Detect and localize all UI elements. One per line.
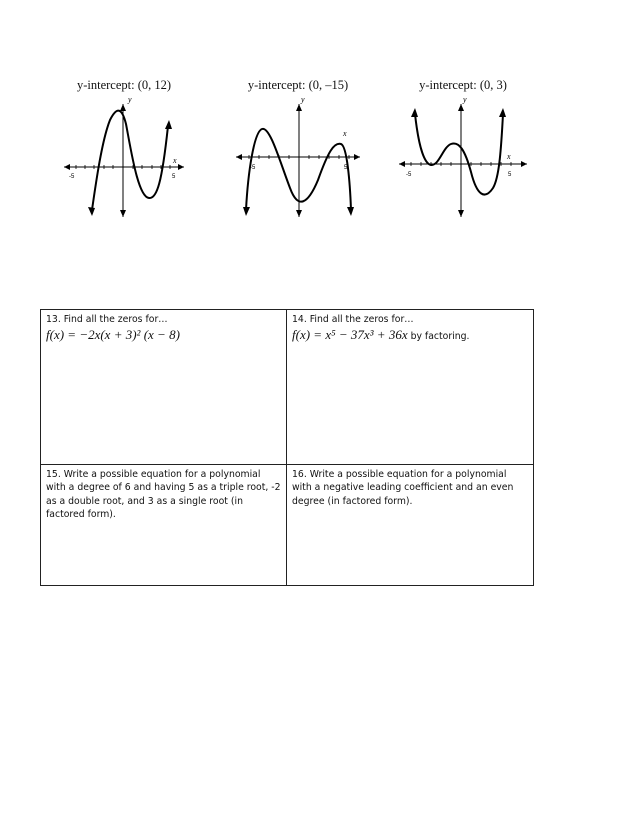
graph-2-x-label: x bbox=[343, 129, 347, 138]
problem-13-label: 13. Find all the zeros for… bbox=[46, 314, 168, 325]
graph-2-y-label: y bbox=[301, 95, 305, 104]
graph-1-tick-neg: -5 bbox=[69, 174, 75, 180]
problem-14[interactable] bbox=[287, 310, 533, 465]
graph-1-y-label: y bbox=[128, 95, 132, 104]
graph-2-title: y-intercept: (0, –15) bbox=[247, 78, 349, 92]
problem-13[interactable] bbox=[41, 310, 287, 465]
graph-3-x-label: x bbox=[507, 152, 511, 161]
graph-1 bbox=[54, 78, 194, 228]
graph-3-tick-neg: -5 bbox=[406, 172, 412, 178]
graph-1-tick-pos: 5 bbox=[172, 174, 176, 180]
problem-16[interactable] bbox=[287, 465, 533, 585]
problem-14-suffix: by factoring. bbox=[410, 331, 470, 343]
graph-1-title: y-intercept: (0, 12) bbox=[76, 78, 172, 92]
graph-3-tick-pos: 5 bbox=[508, 172, 512, 178]
graph-3-y-label: y bbox=[463, 95, 467, 104]
graph-2-tick-pos: 5 bbox=[344, 165, 348, 171]
graph-3-title: y-intercept: (0, 3) bbox=[419, 78, 507, 92]
problem-15[interactable] bbox=[41, 465, 287, 585]
graph-1-x-label: x bbox=[173, 156, 177, 165]
graph-3-plot bbox=[393, 92, 533, 228]
graph-2-tick-neg: -5 bbox=[250, 165, 256, 171]
problem-16-text: 16. Write a possible equation for a polynomial with a negative leading coefficient and an even degree (in factored form). bbox=[292, 469, 514, 507]
problem-13-equation: f(x) = −2x(x + 3)² (x − 8) bbox=[46, 327, 180, 343]
problem-15-text: 15. Write a possible equation for a polynomial with a degree of 6 and having 5 as a triple root, -2 as a double root, and 3 as a single root (in factored form). bbox=[46, 469, 281, 521]
graph-3 bbox=[393, 78, 533, 228]
graph-2 bbox=[228, 78, 368, 228]
problem-table bbox=[40, 309, 534, 586]
graph-2-plot bbox=[228, 92, 368, 228]
graph-1-plot bbox=[54, 92, 194, 228]
problem-14-label: 14. Find all the zeros for… bbox=[292, 314, 414, 325]
problem-14-equation: f(x) = x⁵ − 37x³ + 36x bbox=[292, 327, 408, 343]
